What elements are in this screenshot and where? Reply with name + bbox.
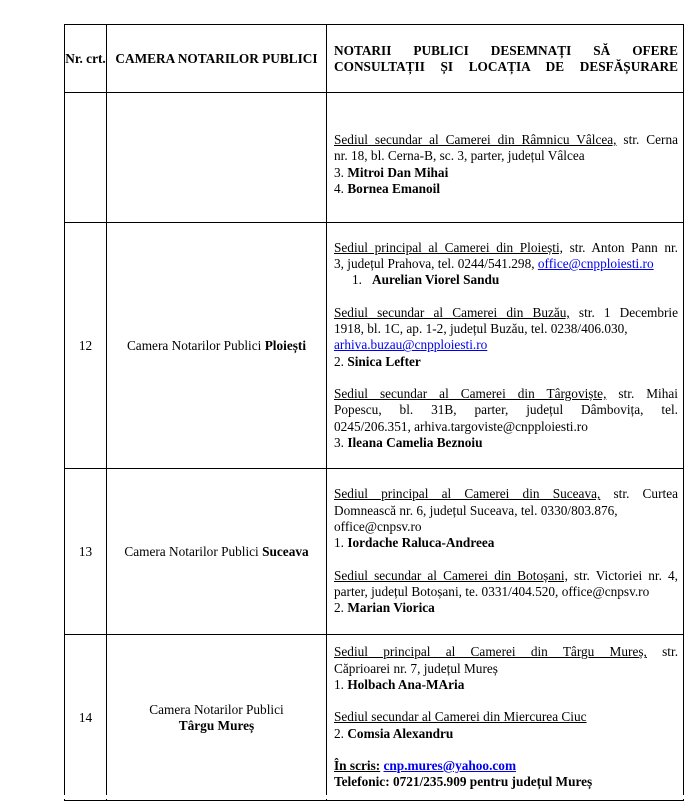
notary-name: Sinica Lefter xyxy=(347,353,421,369)
row-number: 13 xyxy=(65,469,107,635)
row-number: 14 xyxy=(65,635,107,801)
phone-label: Telefonic: xyxy=(334,774,390,790)
camera-name: Camera Notarilor Publici Târgu Mureș xyxy=(107,635,327,801)
notary-name: Iordache Raluca-Andreea xyxy=(347,535,495,551)
row-number xyxy=(65,93,107,223)
notary-name: Comsia Alexandru xyxy=(347,725,454,741)
office-block: Sediul principal al Camerei din Suceava, str. Curtea Domnească nr. 6, județul Suceava, tel. 0330/803.876, office@cnpsv.ro 1. Iordache Raluca-Andreea xyxy=(334,486,678,551)
notary-name: Holbach Ana-MAria xyxy=(347,677,465,693)
row-number: 12 xyxy=(65,223,107,469)
office-block: Sediul secundar al Camerei din Botoșani, str. Victoriei nr. 4, parter, județul Botoșani, te. 0331/404.520, office@cnpsv.ro 2. Marian Viorica xyxy=(334,567,678,616)
email-link[interactable]: cnp.mures@yahoo.com xyxy=(383,757,517,773)
table-row xyxy=(65,635,684,801)
written-label: În scris: xyxy=(334,757,381,773)
email-link[interactable]: office@cnpploiesti.ro xyxy=(537,256,654,272)
office-title: Sediul secundar al Camerei din Târgoviște, xyxy=(334,385,607,401)
camera-name: Camera Notarilor Publici Ploiești xyxy=(107,223,327,469)
notary-name: Mitroi Dan Mihai xyxy=(347,164,449,180)
office-block: Sediul secundar al Camerei din Miercurea Ciuc 2. Comsia Alexandru xyxy=(334,709,587,741)
notary-info xyxy=(327,93,684,223)
notary-name: Bornea Emanoil xyxy=(347,180,441,196)
notary-name: Aurelian Viorel Sandu xyxy=(371,272,500,288)
office-title: Sediul secundar al Camerei din Miercurea Ciuc xyxy=(334,709,587,725)
header-notari: NOTARII PUBLICI DESEMNAȚI SĂ OFERE CONSULTAȚII ȘI LOCAȚIA DE DESFĂȘURARE xyxy=(327,25,684,93)
header-nr-crt: Nr. crt. xyxy=(65,25,107,93)
notary-info xyxy=(327,469,684,635)
notary-info xyxy=(327,223,684,469)
table-row xyxy=(65,93,684,223)
header-camera: CAMERA NOTARILOR PUBLICI xyxy=(107,25,327,93)
office-title: Sediul principal al Camerei din Suceava, xyxy=(334,486,601,502)
office-block: Sediul secundar al Camerei din Buzău, str. 1 Decembrie 1918, bl. 1C, ap. 1-2, județul Buzău, tel. 0238/406.030, arhiva.buzau@cnpploiesti.ro 2. Sinica Lefter xyxy=(334,304,678,369)
camera-name: Camera Notarilor Publici Suceava xyxy=(107,469,327,635)
notary-name: Marian Viorica xyxy=(347,600,435,616)
table-row xyxy=(65,469,684,635)
office-title: Sediul secundar al Camerei din Râmnicu Vâlcea, xyxy=(334,131,617,147)
page-bottom-edge xyxy=(64,795,684,799)
notaries-table xyxy=(64,24,684,801)
email-link[interactable]: arhiva.buzau@cnpploiesti.ro xyxy=(334,337,488,353)
office-title: Sediul principal al Camerei din Ploiești, xyxy=(334,239,563,255)
camera-name xyxy=(107,93,327,223)
office-title: Sediul secundar al Camerei din Botoșani, xyxy=(334,567,568,583)
office-title: Sediul secundar al Camerei din Buzău, xyxy=(334,304,570,320)
office-title: Sediul principal al Camerei din Târgu Mureș, xyxy=(334,644,647,660)
contact-block xyxy=(334,758,678,791)
notary-name: Ileana Camelia Beznoiu xyxy=(347,434,483,450)
table-row xyxy=(65,223,684,469)
office-block: Sediul principal al Camerei din Ploiești, str. Anton Pann nr. 3, județul Prahova, tel. 0244/541.298, office@cnpploiesti.ro 1. Aurelian Viorel Sandu xyxy=(334,239,678,288)
office-block: Sediul secundar al Camerei din Târgoviște, str. Mihai Popescu, bl. 31B, parter, județul Dâmbovița, tel. 0245/206.351, arhiva.targoviste@cnpploiesti.ro 3. Ileana Camelia Beznoiu xyxy=(334,385,678,450)
office-block: Sediul principal al Camerei din Târgu Mureș, str. Căprioarei nr. 7, județul Mureș 1. Holbach Ana-MAria xyxy=(334,644,679,693)
office-block: Sediul secundar al Camerei din Râmnicu Vâlcea, str. Cerna nr. 18, bl. Cerna-B, sc. 3, parter, județul Vâlcea 3. Mitroi Dan Mihai 4. Bornea Emanoil xyxy=(334,131,678,196)
notary-info xyxy=(327,635,684,801)
phone-text: 0721/235.909 pentru județul Mureș xyxy=(392,774,593,790)
table-header-row xyxy=(65,25,684,93)
